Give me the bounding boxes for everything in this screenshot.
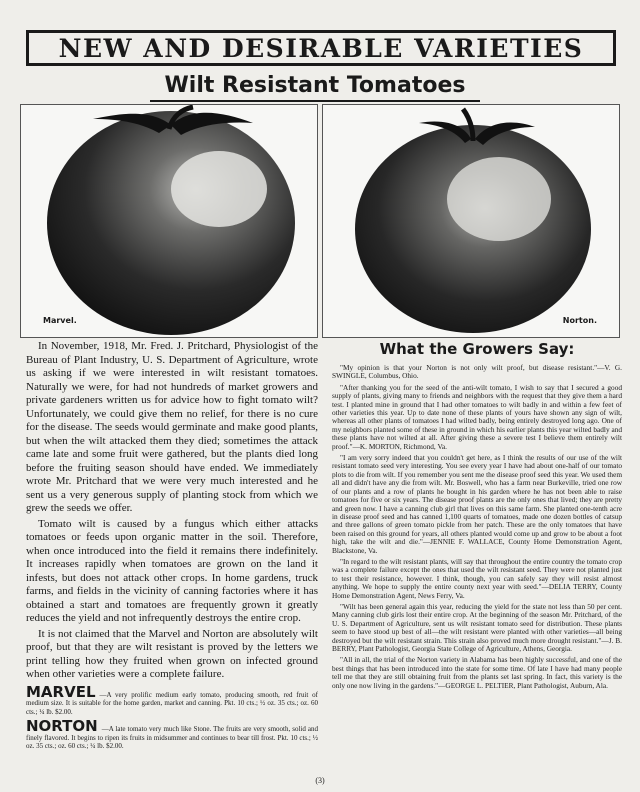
norton-tomato-photo [322, 104, 620, 338]
variety-marvel [26, 682, 318, 717]
page-title: NEW AND DESIRABLE VARIETIES [58, 33, 584, 63]
header-box [26, 30, 616, 66]
growers-heading: What the Growers Say: [379, 340, 575, 358]
testimonial: "My opinion is that your Norton is not only wilt proof, but disease resistant."—V. G. SWINGLE, Columbus, Ohio. [332, 363, 622, 381]
variety-name: MARVEL [26, 682, 96, 701]
testimonial: "I am very sorry indeed that you couldn't get here, as I think the results of our use of the wilt resistant tomato seed very interesting. You see every year I have had about one-half of our tomato plots to die from wilt. If you remember you sent me the disease proof seed this year. We used them all and didn't have any die from wilt. Mr. Boswell, who has a farm near Burkeville, tried one row of our plants and a row of plants he bought in his garden where he has not been able to raise tomatoes for five or six years. The disease proof plants are the only ones that lived; they are pretty and green now. I have a canning club girl that lives on this same farm. She planted one-tenth acre in disease proof seed and has canned 1,100 quarts of tomatoes, made one dozen bottles of catsup and three gallons of green tomato pickle from her patch. These are the only tomatoes that have been raised on this ground for years, all others planted would come up and grow to be about a foot high, take the wilt and die."—JENNIE F. WALLACE, County Home Demonstration Agent, Blackstone, Va. [332, 453, 622, 555]
testimonial: "All in all, the trial of the Norton variety in Alabama has been highly successful, and one of the best things that has been introduced into the state for some time. Of late I have had many people tell me that they are still obtaining fruit from the plants set last spring. In fact, this variety is the only one now living in the gardens."—GEORGE L. PELTIER, Plant Pathologist, Auburn, Ala. [332, 655, 622, 690]
marvel-tomato-photo [20, 104, 318, 338]
testimonial: "After thanking you for the seed of the anti-wilt tomato, I wish to say that I secured a good supply of plants, giving many to friends and neighbors with the request that they give them a hard test. I planted mine in ground that I had other tomatoes to wilt badly in and within a few feet of other varieties this year. Up to date none of these plants of yours have shown any sign of wilt, whereas all other plants of tomatoes I had wilted badly, being entirely destroyed long ago. One of my neighbors planted some of these in ground in which his earlier plants this year wilted badly and these plants have not wilted at all. After giving these a severe test I believe them entirely wilt proof."—K. MORTON, Richmond, Va. [332, 382, 622, 451]
variety-norton [26, 717, 318, 751]
tomato-image [323, 105, 620, 338]
testimonial: "Wilt has been general again this year, reducing the yield for the state not less than 50 per cent. Many canning club girls lost their entire crop. At the beginning of the season Mr. Pritchard, of the U. S. Department of Agriculture, sent us wilt resistant tomato seed for distribution. These plants seem to have stood up best of all—the wilt resistant were planted with other varieties—all being destroyed but the wilt resistant strain. This strain also proved much more drought resistant."—J. B. BERRY, Plant Pathologist, Georgia State College of Agriculture, Athens, Georgia. [332, 601, 622, 653]
intro-column [26, 340, 318, 751]
page-number: (3) [315, 776, 325, 785]
variety-description: —A very prolific medium early tomato, producing smooth, red fruit of medium size. It is suitable for the home garden, market and canning. Pkt. 10 cts.; ½ oz. 35 cts.; oz. 60 cts.; ¼ lb. $2.00. [26, 690, 318, 716]
intro-paragraph: In November, 1918, Mr. Fred. J. Pritchard, Physiologist of the Bureau of Plant Industry, U. S. Department of Agriculture, wrote us asking if we were interested in wilt resistant tomatoes. Naturally we were, for had not hundreds of market growers and private gardeners written us for advice how to fight tomato wilt? Unfortunately, we could give them no relief, for there is no cure for the disease. The seeds would germinate and make good plants, but when the wilt attacked them they died; sometimes the attack came late and some fruit were gathered, but the plants died long before the fruiting season should have ended. We immediately wrote Mr. Pritchard that we were very much interested and he sent us a very generous supply of planting stock from which we grew the seeds we offer. [26, 340, 318, 514]
intro-paragraph: It is not claimed that the Marvel and Norton are absolutely wilt proof, but that they are wilt resistant is proved by the letters we print telling how they fruited when grown on infected ground when other varieties were a complete failure. [26, 627, 318, 680]
tomato-image [21, 105, 318, 338]
photo-caption: Marvel. [43, 316, 77, 325]
intro-paragraph: Tomato wilt is caused by a fungus which either attacks tomatoes or feeds upon organic matter in the soil. Therefore, when once introduced into the field it remains there indefinitely. It increases rapidly when tomatoes are grown on the land it infests, but does not attack other crops. In home gardens, truck farms, and fields in the vicinity of canning factories where it has obtained a start and tomatoes are frequently grown it greatly reduces the yield and not infrequently destroys the entire crop. [26, 517, 318, 624]
variety-name: NORTON [26, 717, 98, 735]
testimonial: "In regard to the wilt resistant plants, will say that throughout the entire country the tomato crop was a complete failure except the ones that used the wilt resistant seed. They were not planted just to test their resistance, however. I think, though, you can safely say they will resist almost anything. We hope to supply the entire county next year with seed."—DELIA TERRY, County Home Demonstration Agent, News Ferry, Va. [332, 556, 622, 600]
photo-caption: Norton. [562, 316, 597, 325]
section-subtitle: Wilt Resistant Tomatoes [150, 73, 480, 102]
variety-description: —A late tomato very much like Stone. The fruits are very smooth, solid and finely flavored. It begins to ripen its fruits in midsummer and continues to bear till frost. Pkt. 10 cts.; ½ oz. 35 cts.; oz. 60 cts.; ¼ lb. $2.00. [26, 725, 318, 750]
growers-column [332, 340, 622, 693]
